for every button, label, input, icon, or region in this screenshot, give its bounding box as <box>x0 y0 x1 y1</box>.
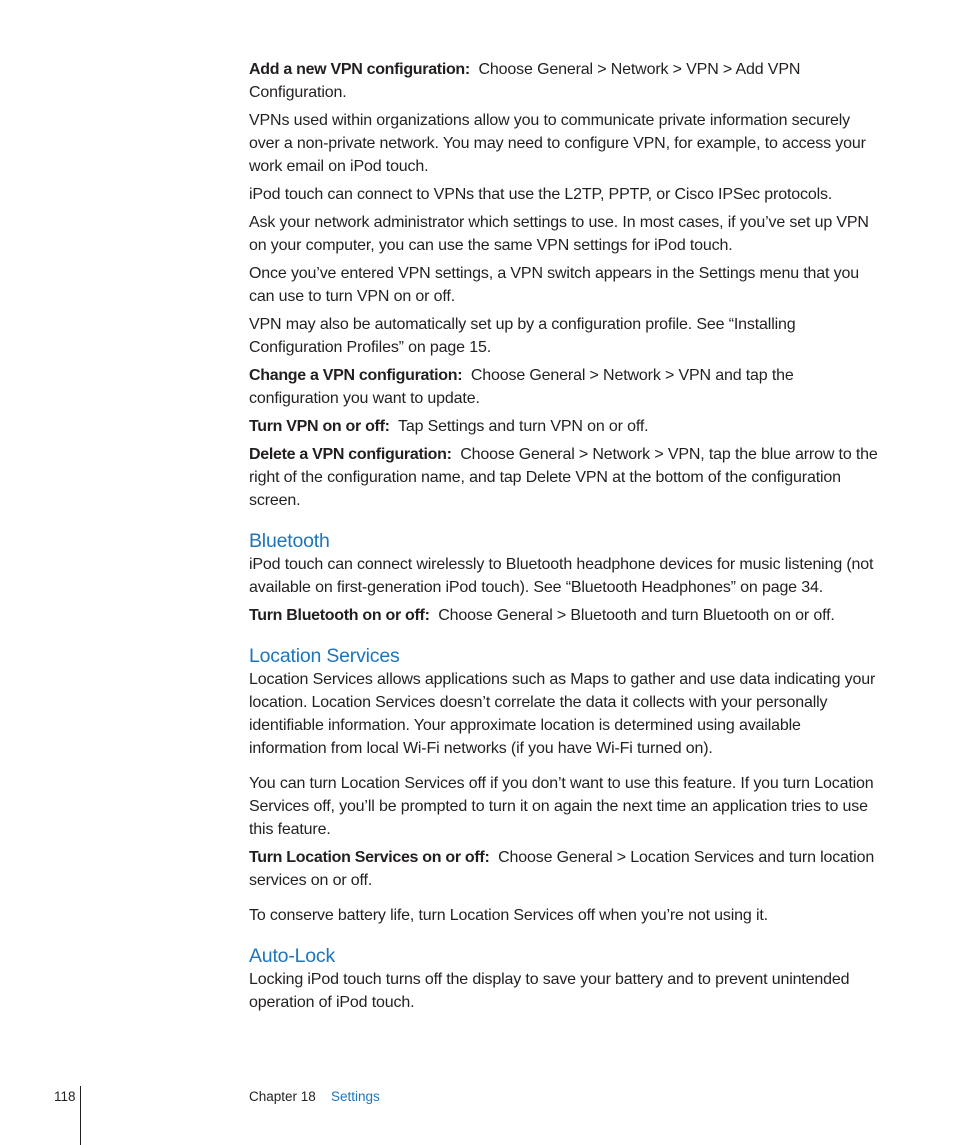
bluetooth-paragraph: iPod touch can connect wirelessly to Bluetooth headphone devices for music listening (not available on first-generation iPod touch). See “Bluetooth Headphones” on page 34. <box>249 556 874 596</box>
change-vpn-text: Choose General > Network > VPN and tap the configuration you want to update. <box>249 367 794 407</box>
location-paragraph-2: You can turn Location Services off if you don’t want to use this feature. If you turn Location Services off, you’ll be prompted to turn it on again the next time an application tries to use this feature. <box>249 775 874 838</box>
vpn-paragraph-1: VPNs used within organizations allow you to communicate private information securely over a non-private network. You may need to configure VPN, for example, to access your work email on iPod touch. <box>249 112 866 175</box>
vpn-paragraph-3: Ask your network administrator which settings to use. In most cases, if you’ve set up VPN on your computer, you can use the same VPN settings for iPod touch. <box>249 214 869 254</box>
delete-vpn-text: Choose General > Network > VPN, tap the blue arrow to the right of the configuration name, and tap Delete VPN at the bottom of the configuration screen. <box>249 446 878 509</box>
location-services-heading: Location Services <box>249 645 400 667</box>
auto-lock-heading: Auto-Lock <box>249 945 335 967</box>
location-paragraph-1: Location Services allows applications such as Maps to gather and use data indicating your location. Location Services doesn’t correlate the data it collects with your personally identifiable information. Your approximate location is determined using available information from local Wi-Fi networks (if you have Wi-Fi turned on). <box>249 671 876 757</box>
auto-lock-paragraph: Locking iPod touch turns off the display to save your battery and to prevent unintended operation of iPod touch. <box>249 971 850 1011</box>
turn-vpn-text: Tap Settings and turn VPN on or off. <box>397 418 649 435</box>
vpn-paragraph-4: Once you’ve entered VPN settings, a VPN switch appears in the Settings menu that you can use to turn VPN on or off. <box>249 265 859 305</box>
change-vpn-instruction <box>249 364 879 410</box>
vpn-paragraph-5: VPN may also be automatically set up by a configuration profile. See “Installing Configuration Profiles” on page 15. <box>249 316 796 356</box>
page-body <box>249 58 879 1019</box>
turn-location-instruction <box>249 846 879 892</box>
turn-bluetooth-text: Choose General > Bluetooth and turn Bluetooth on or off. <box>438 607 835 624</box>
add-vpn-instruction <box>249 58 879 104</box>
footer-divider <box>80 1086 81 1145</box>
location-paragraph-3: To conserve battery life, turn Location Services off when you’re not using it. <box>249 907 768 924</box>
delete-vpn-label: Delete a VPN configuration: <box>249 446 452 463</box>
turn-location-label: Turn Location Services on or off: <box>249 849 490 866</box>
change-vpn-label: Change a VPN configuration: <box>249 367 463 384</box>
footer-chapter: Chapter 18 <box>249 1089 316 1104</box>
vpn-paragraph-2: iPod touch can connect to VPNs that use the L2TP, PPTP, or Cisco IPSec protocols. <box>249 186 833 203</box>
turn-location-text: Choose General > Location Services and turn location services on or off. <box>249 849 875 889</box>
bluetooth-heading: Bluetooth <box>249 530 330 552</box>
turn-bluetooth-label: Turn Bluetooth on or off: <box>249 607 430 624</box>
page-number: 118 <box>54 1089 76 1104</box>
add-vpn-text: Choose General > Network > VPN > Add VPN Configuration. <box>249 61 801 101</box>
turn-vpn-instruction <box>249 415 879 438</box>
footer-section-link[interactable]: Settings <box>331 1089 380 1104</box>
delete-vpn-instruction <box>249 443 879 512</box>
turn-vpn-label: Turn VPN on or off: <box>249 418 390 435</box>
turn-bluetooth-instruction <box>249 604 879 627</box>
add-vpn-label: Add a new VPN configuration: <box>249 61 470 78</box>
